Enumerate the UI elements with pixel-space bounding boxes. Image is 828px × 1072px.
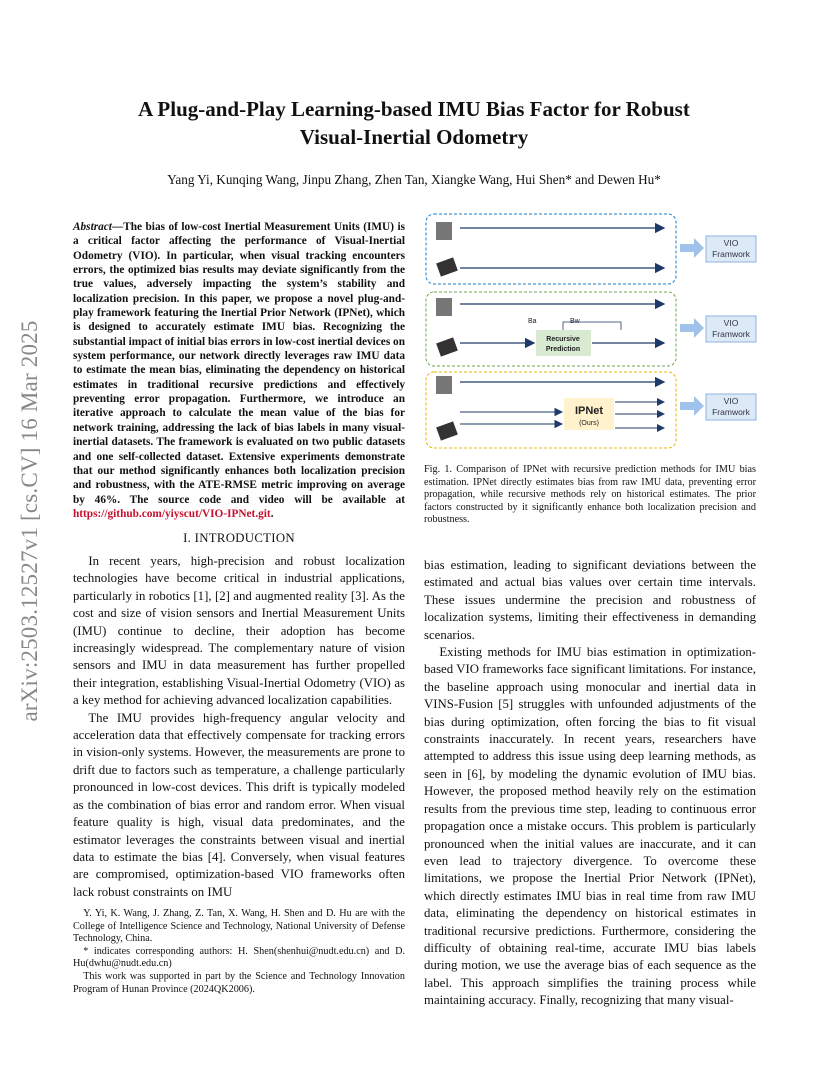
- paragraph: In recent years, high-precision and robust localization technologies have become critical in industrial applications, particularly in robotics [1], [2] and augmented reality [3]. As the cost and size of vision sensors and Inertial Measurement Units (IMU) continue to decline, their adoption has become increasingly widespread. The complementary nature of vision sensors and IMU in data measurement has further propelled their integration, establishing Visual-Inertial Odometry (VIO) as a key method for achieving advanced localization capabilities.: [73, 554, 405, 708]
- ipnet-ours-label: (Ours): [579, 420, 599, 427]
- ipnet-label: IPNet: [574, 405, 604, 417]
- code-link[interactable]: https://github.com/yiyscut/VIO-IPNet.git: [73, 507, 271, 520]
- abstract: [73, 220, 405, 521]
- abstract-end: .: [270, 507, 274, 520]
- vio-label: Framwork: [712, 249, 750, 259]
- abstract-lead: Abstract: [73, 221, 112, 233]
- bias-label: Bw: [570, 318, 580, 325]
- footnote-affiliation: Y. Yi, K. Wang, J. Zhang, Z. Tan, X. Wang, H. Shen and D. Hu are with the College of Intelligence Science and Technology, National University of Defense Technology, China.: [73, 908, 405, 945]
- author-list: Yang Yi, Kunqing Wang, Jinpu Zhang, Zhen Tan, Xiangke Wang, Hui Shen* and Dewen Hu*: [167, 172, 661, 187]
- section-heading: I. INTRODUCTION: [183, 531, 295, 545]
- recursive-label: Prediction: [545, 346, 581, 353]
- imu-icon: [436, 337, 458, 356]
- bias-label: Ba: [528, 318, 537, 325]
- arxiv-stamp-text: arXiv:2503.12527v1 [cs.CV] 16 Mar 2025: [17, 320, 42, 722]
- camera-icon: [436, 222, 452, 240]
- footnote-funding: This work was supported in part by the Science and Technology Innovation Program of Hunan Province (2024QK2006).: [73, 970, 405, 995]
- paragraph: bias estimation, leading to significant deviations between the estimated and actual bias values over certain time intervals. These issues undermine the precision and robustness of localization systems, limiting their effectiveness in demanding scenarios.: [424, 558, 756, 642]
- footnotes: [73, 908, 405, 996]
- right-column-body: [424, 557, 756, 1010]
- vio-label: Framwork: [712, 329, 750, 339]
- camera-icon: [436, 376, 452, 394]
- figure-1: [424, 212, 760, 452]
- title-line-1: A Plug-and-Play Learning-based IMU Bias Factor for Robust: [138, 97, 690, 121]
- recursive-label: Recursive: [546, 336, 580, 343]
- title-line-2: Visual-Inertial Odometry: [299, 125, 529, 149]
- figure-caption: Fig. 1. Comparison of IPNet with recursive prediction methods for IMU bias estimation. IPNet directly estimates bias from raw IMU data, preventing error propagation, while recursive methods rely on historical estimates. The prior factors constructed by it significantly enhance both localization precision and robustness.: [424, 464, 756, 526]
- arrow-to-vio: [680, 396, 704, 416]
- paragraph: The IMU provides high-frequency angular velocity and acceleration data that effectively compensate for tracking errors in vision-only systems. However, the measurements are prone to drift due to factors such as temperature, a challenge particularly pronounced in low-cost devices. This drift is typically modeled as the combination of bias error and random error. When visual feature quality is high, visual data predominates, and the estimator leverages the constraints between visual and inertial data to estimate the bias [4]. Conversely, when visual features are compromised, optimization-based VIO frameworks often lack robust constraints on IMU: [73, 710, 405, 899]
- left-column-body: [73, 553, 405, 901]
- arxiv-stamp: [10, 282, 50, 760]
- arrow-to-vio: [680, 318, 704, 338]
- footnote-corresponding: * indicates corresponding authors: H. Shen(shenhui@nudt.edu.cn) and D. Hu(dwhu@nudt.edu.cn): [73, 945, 405, 970]
- paper-title: [0, 95, 828, 151]
- vio-label: VIO: [723, 238, 739, 248]
- imu-icon: [436, 257, 458, 276]
- arrow-to-vio: [680, 238, 704, 258]
- imu-icon: [436, 421, 458, 440]
- abstract-body: —The bias of low-cost Inertial Measurement Units (IMU) is a critical factor affecting the performance of Visual-Inertial Odometry (VIO). In particular, when visual tracking encounters errors, the optimized bias results may deviate significantly from the true values, adversely impacting the system’s stability and localization precision. In this paper, we propose a novel plug-and-play framework featuring the Inertial Prior Network (IPNet), which is designed to accurately estimate IMU bias. Recognizing the substantial impact of initial bias errors in low-cost inertial devices on system performance, our network directly leverages raw IMU data to estimate the mean bias, eliminating the dependency on historical estimates in traditional recursive predictions and effectively preventing error propagation. Furthermore, we introduce an iterative approach to calculate the mean value of the bias for network training, addressing the lack of bias labels in many visual-inertial datasets. The framework is evaluated on two public datasets and one self-collected dataset. Extensive experiments demonstrate that our method significantly enhances both localization precision and robustness, with the ATE-RMSE metric improving on average by 46%. The source code and video will be available at: [73, 221, 405, 506]
- paragraph: Existing methods for IMU bias estimation in optimization-based VIO frameworks face significant limitations. For instance, the baseline approach using monocular and inertial data in VINS-Fusion [5] struggles with unfounded adjustments of the bias during optimization, often forcing the bias to fit visual constraints inaccurately. In recent years, researchers have attempted to address this issue using deep learning methods, as seen in [6], by modeling the dynamic evolution of IMU bias. However, the proposed method heavily rely on the estimation results from the previous time step, leading to continuous error propagation once a mistake occurs. This problem is particularly pronounced when the initial values are inaccurate, and it can even lead to trajectory divergence. To overcome these limitations, we propose the Inertial Prior Network (IPNet), which directly estimates IMU bias in real time from raw IMU data, eliminating the dependency on historical estimates in traditional recursive predictions. Furthermore, considering the difficulty of obtaining real-time, accurate IMU bias labels during motion, we use the average bias of each sequence as the label. This approach simplifies the training process while maintaining accuracy. Finally, recognizing that many visual-: [424, 645, 756, 1008]
- camera-icon: [436, 298, 452, 316]
- panel-ipnet: [426, 372, 676, 448]
- panel-baseline: [426, 214, 676, 284]
- vio-label: VIO: [723, 396, 739, 406]
- vio-label: VIO: [723, 318, 739, 328]
- vio-label: Framwork: [712, 407, 750, 417]
